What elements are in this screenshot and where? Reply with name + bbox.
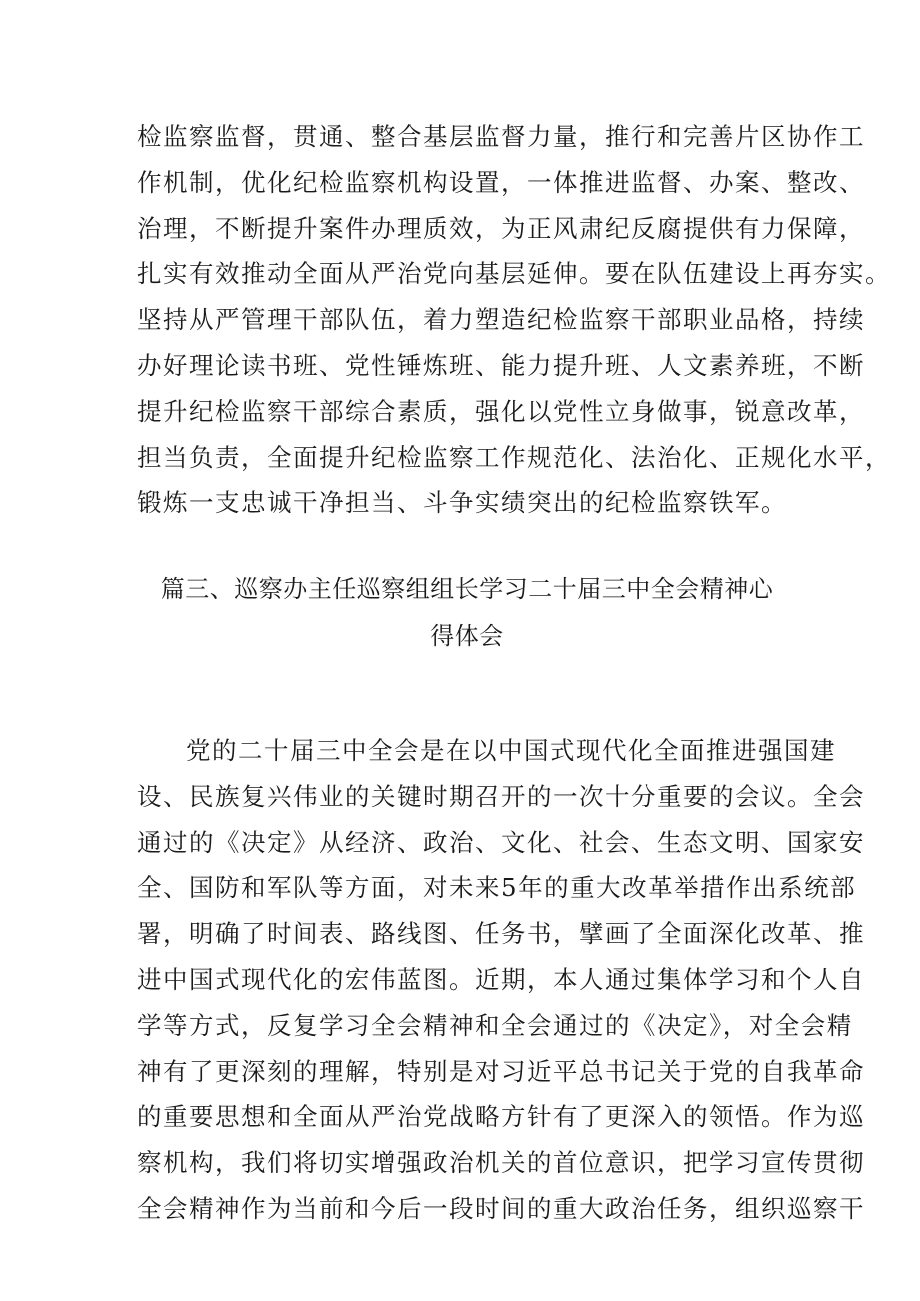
text-line: 神有了更深刻的理解，特别是对习近平总书记关于党的自我革命 <box>137 1056 865 1086</box>
text-line: 锻炼一支忠诚干净担当、斗争实绩突出的纪检监察铁军。 <box>137 488 787 518</box>
text-line: 设、民族复兴伟业的关键时期召开的一次十分重要的会议。全会 <box>137 781 865 811</box>
text-line: 提升纪检监察干部综合素质，强化以党性立身做事，锐意改革， <box>137 396 865 426</box>
text-line: 署，明确了时间表、路线图、任务书，擘画了全面深化改革、推 <box>137 919 865 949</box>
text-line-indented: 党的二十届三中全会是在以中国式现代化全面推进强国建 <box>186 736 836 765</box>
text-line: 进中国式现代化的宏伟蓝图。近期，本人通过集体学习和个人自 <box>137 964 865 994</box>
text-line: 作机制，优化纪检监察机构设置，一体推进监督、办案、整改、 <box>137 167 865 197</box>
text-line: 治理，不断提升案件办理质效，为正风肃纪反腐提供有力保障， <box>137 213 865 243</box>
text-line: 全会精神作为当前和今后一段时间的重大政治任务，组织巡察干 <box>137 1193 865 1223</box>
paragraph-intro <box>137 728 865 1232</box>
text-line: 扎实有效推动全面从严治党向基层延伸。要在队伍建设上再夯实。 <box>137 259 891 289</box>
text-line: 办好理论读书班、党性锤炼班、能力提升班、人文素养班，不断 <box>137 350 865 380</box>
text-line: 的重要思想和全面从严治党战略方针有了更深入的领悟。作为巡 <box>137 1102 865 1132</box>
text-line: 坚持从严管理干部队伍，着力塑造纪检监察干部职业品格，持续 <box>137 305 865 335</box>
section-heading-line-2: 得体会 <box>430 622 504 650</box>
section-heading <box>137 566 797 660</box>
text-line: 察机构，我们将切实增强政治机关的首位意识，把学习宣传贯彻 <box>137 1148 865 1178</box>
text-line: 检监察监督，贯通、整合基层监督力量，推行和完善片区协作工 <box>137 122 865 151</box>
text-line: 通过的《决定》从经济、政治、文化、社会、生态文明、国家安 <box>137 827 865 857</box>
text-line: 学等方式，反复学习全会精神和全会通过的《决定》，对全会精 <box>137 1010 853 1040</box>
text-line: 担当负责，全面提升纪检监察工作规范化、法治化、正规化水平， <box>137 442 891 472</box>
text-line: 全、国防和军队等方面，对未来5年的重大改革举措作出系统部 <box>137 873 857 903</box>
section-heading-line-1: 篇三、巡察办主任巡察组组长学习二十届三中全会精神心 <box>160 575 774 603</box>
paragraph-continued <box>137 114 891 526</box>
